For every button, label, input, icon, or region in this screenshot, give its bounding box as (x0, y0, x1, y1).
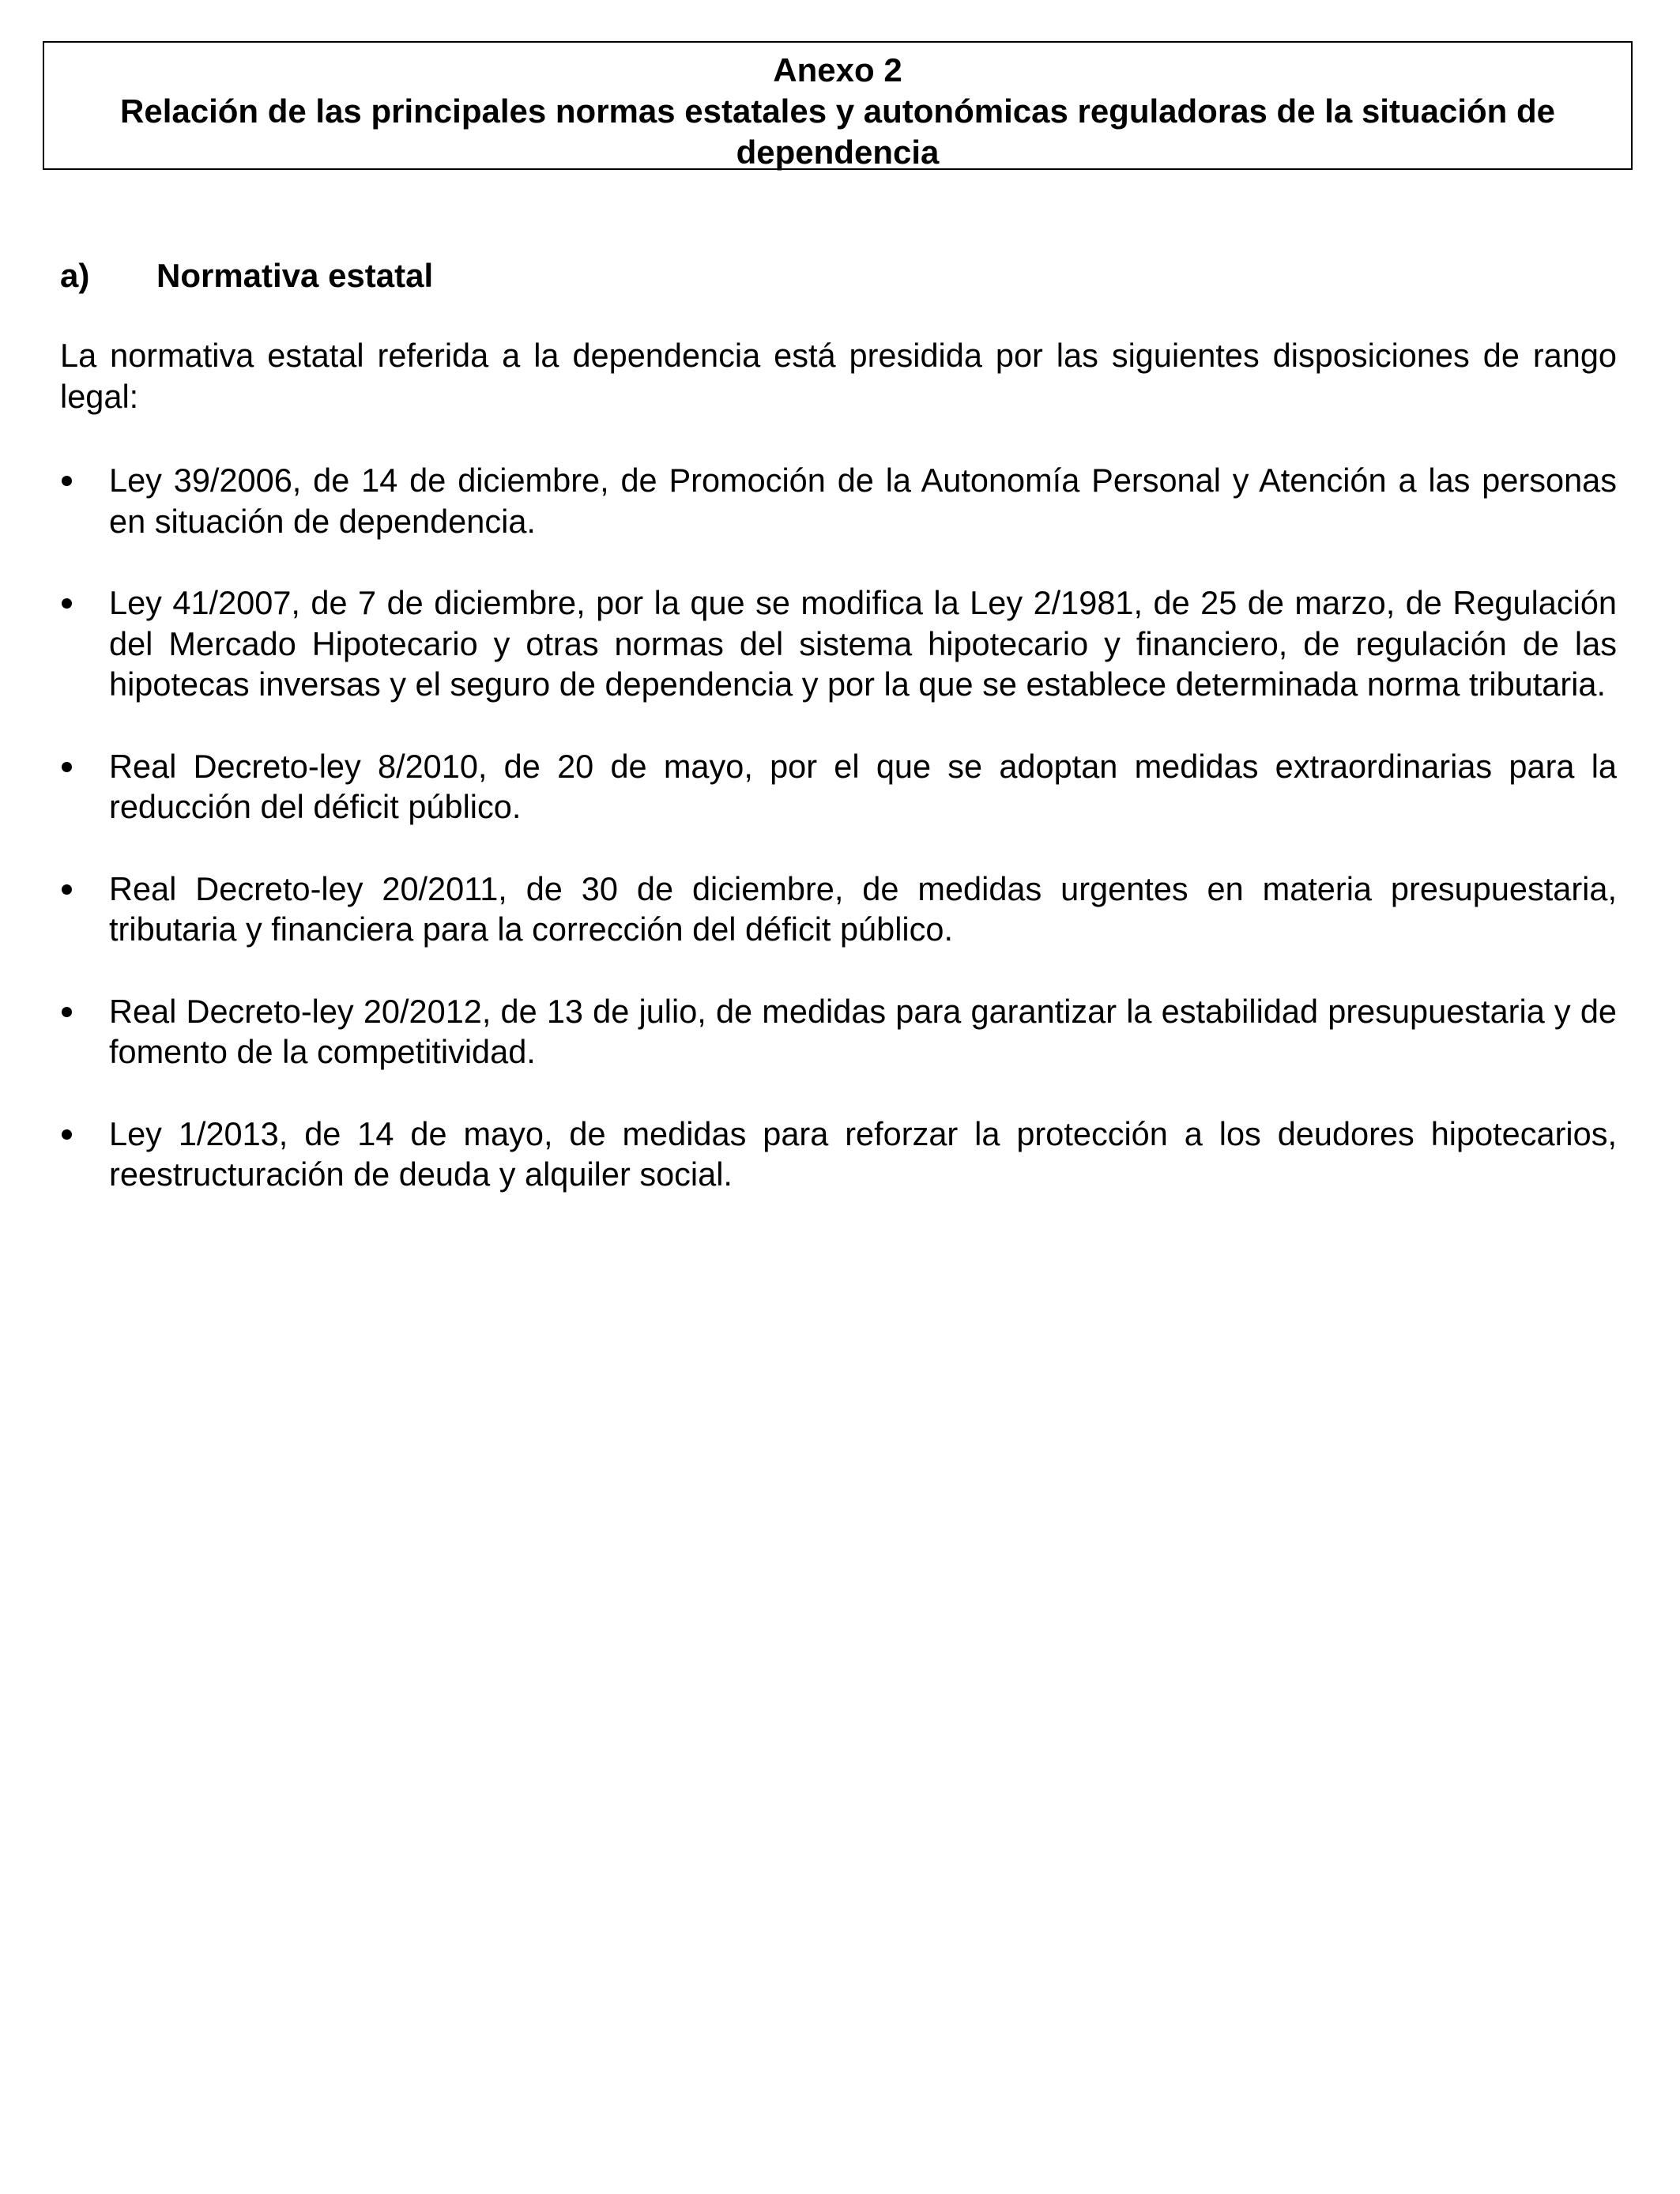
law-text: Real Decreto-ley 20/2011, de 30 de diciembre, de medidas urgentes en materia presupuestaria, tributaria y financiera para la corrección del déficit público. (109, 869, 1617, 948)
list-item (60, 460, 1617, 541)
list-item (60, 991, 1617, 1072)
annex-label: Anexo 2 (773, 51, 902, 89)
section-heading-text: Normativa estatal (156, 257, 434, 294)
law-text: Ley 1/2013, de 14 de mayo, de medidas para reforzar la protección a los deudores hipotecarios, reestructuración de deuda y alquiler social. (109, 1114, 1617, 1193)
list-item (60, 746, 1617, 827)
list-item (60, 869, 1617, 950)
law-text: Real Decreto-ley 8/2010, de 20 de mayo, por el que se adoptan medidas extraordinarias para la reducción del déficit público. (109, 747, 1617, 825)
annex-title-box (43, 41, 1633, 170)
list-item (60, 1114, 1617, 1195)
annex-title-line-2: dependencia (736, 134, 940, 171)
annex-title-line-1: Relación de las principales normas estatales y autonómicas reguladoras de la situación de (120, 92, 1555, 130)
bullet-icon (62, 762, 72, 772)
law-text: Ley 41/2007, de 7 de diciembre, por la que se modifica la Ley 2/1981, de 25 de marzo, de Regulación del Mercado Hipotecario y otras normas del sistema hipotecario y financiero, de regulación de las hipotecas inversas y el seguro de dependencia y por la que se establece determinada norma tributaria. (109, 584, 1617, 703)
section-heading (60, 255, 433, 296)
law-text: Ley 39/2006, de 14 de diciembre, de Promoción de la Autonomía Personal y Atención a las personas en situación de dependencia. (109, 462, 1617, 540)
law-text: Real Decreto-ley 20/2012, de 13 de julio, de medidas para garantizar la estabilidad presupuestaria y de fomento de la competitividad. (109, 992, 1617, 1070)
list-item (60, 582, 1617, 705)
bullet-icon (62, 476, 72, 486)
bullet-icon (62, 1129, 72, 1140)
law-list (60, 460, 1617, 1236)
bullet-icon (62, 884, 72, 895)
section-letter: a) (60, 257, 90, 294)
intro-paragraph: La normativa estatal referida a la dependencia está presidida por las siguientes disposiciones de rango legal: (60, 337, 1617, 415)
bullet-icon (62, 598, 72, 609)
bullet-icon (62, 1007, 72, 1017)
